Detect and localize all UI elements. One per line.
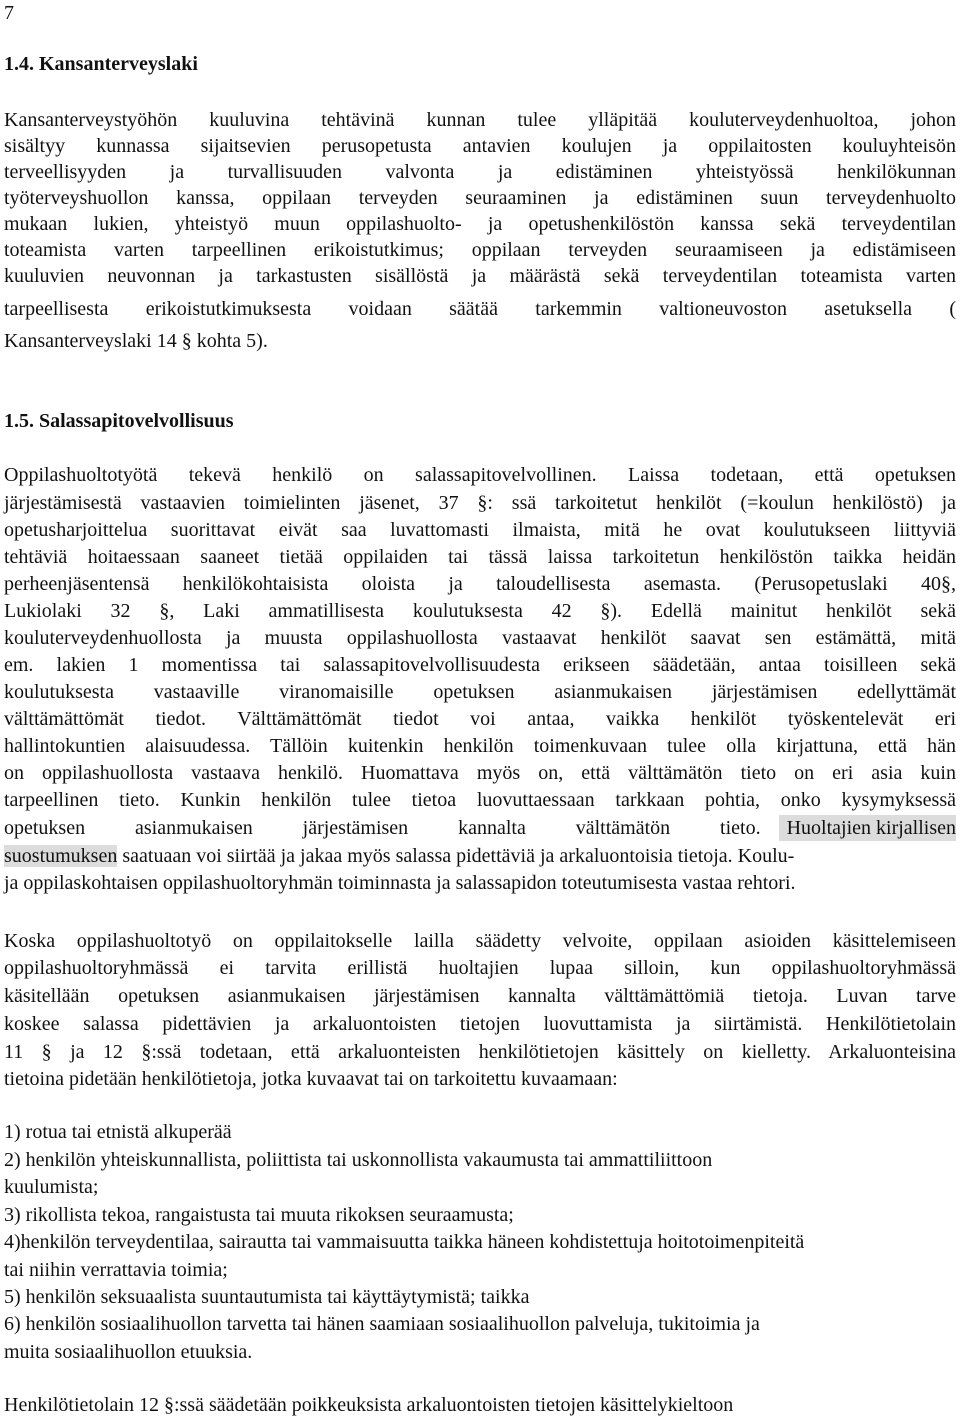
text-line: sisältyy kunnassa sijaitsevien perusopetusta antavien koulujen ja oppilaitosten kouluyhteisön [4, 135, 956, 157]
text-line: Henkilötietolain 12 §:ssä säädetään poikkeuksista arkaluontoisten tietojen käsittelykieltoon [4, 1394, 734, 1416]
text-line: perheenjäsentensä henkilökohtaisista oloista ja taloudellisesta asemasta. (Perusopetuslaki 40§, [4, 573, 956, 595]
text-line-highlight [4, 815, 956, 841]
text-line: tarpeellisesta erikoistutkimuksesta voidaan säätää tarkemmin valtioneuvoston asetuksella ( [4, 298, 956, 320]
list-item: tai niihin verrattavia toimia; [4, 1259, 228, 1281]
highlighted-text: Huoltajien kirjallisen [779, 815, 956, 841]
text-line: tehtäviä hoitaessaan saaneet tietää oppilaiden tai tässä laissa tarkoitetun henkilöstön taikka heidän [4, 546, 956, 568]
text-segment: saatuaan voi siirtää ja jakaa myös salassa pidettäviä ja arkaluontoisia tietoja. Koulu- [117, 845, 795, 867]
list-item: muita sosiaalihuollon etuuksia. [4, 1341, 253, 1363]
text-line: terveellisyyden ja turvallisuuden valvonta ja edistäminen yhteistyössä henkilökunnan [4, 161, 956, 183]
text-line: tarpeellinen tieto. Kunkin henkilön tulee tietoa luovuttaessaan tarkkaan pohtia, onko kysymyksessä [4, 789, 956, 811]
text-line: opetusharjoittelua suorittavat eivät saa luvattomasti ilmaista, mitä he ovat koulutukseen liittyviä [4, 519, 956, 541]
list-item: 2) henkilön yhteiskunnallista, poliittista tai uskonnollista vakaumusta tai ammattiliittoon [4, 1149, 713, 1171]
text-line: Koska oppilashuoltotyö on oppilaitokselle lailla säädetty velvoite, oppilaan asioiden käsittelemiseen [4, 930, 956, 952]
text-line: Oppilashuoltotyötä tekevä henkilö on salassapitovelvollinen. Laissa todetaan, että opetuksen [4, 464, 956, 486]
text-line: koulutuksesta vastaaville viranomaisille opetuksen asianmukaisen järjestämisen edellyttämät [4, 681, 956, 703]
text-line: kouluterveydenhuollosta ja muusta oppilashuollosta vastaavat henkilöt saavat sen estämättä, mitä [4, 627, 956, 649]
text-line-highlight [4, 843, 956, 869]
text-line: käsitellään opetuksen asianmukaisen järjestämisen kannalta välttämättömiä tietoja. Luvan tarve [4, 985, 956, 1007]
highlighted-text: suostumuksen [4, 845, 118, 867]
text-line: ja oppilaskohtaisen oppilashuoltoryhmän toiminnasta ja salassapidon toteutumisesta vastaa rehtori. [4, 872, 796, 894]
text-line: on oppilashuollosta vastaava henkilö. Huomattava myös on, että välttämätön tieto on eri asia kuin [4, 762, 956, 784]
text-line: hallintokuntien alaisuudessa. Tällöin kuitenkin henkilön toimenkuvaan tulee olla kirjattuna, että hän [4, 735, 956, 757]
heading-1-5: 1.5. Salassapitovelvollisuus [4, 410, 234, 432]
text-segment: opetuksen asianmukaisen järjestämisen kannalta välttämätön tieto. [4, 817, 761, 839]
text-line: Kansanterveystyöhön kuuluvina tehtävinä kunnan tulee ylläpitää kouluterveydenhuoltoa, johon [4, 109, 956, 131]
list-item: 4)henkilön terveydentilaa, sairautta tai vammaisuutta taikka häneen kohdistettuja hoitotoimenpiteitä [4, 1231, 805, 1253]
list-item: 5) henkilön seksuaalista suuntautumista tai käyttäytymistä; taikka [4, 1286, 530, 1308]
list-item: kuulumista; [4, 1176, 99, 1198]
text-line: oppilashuoltoryhmässä ei tarvita erillistä huoltajien lupaa silloin, kun oppilashuoltoryhmässä [4, 957, 956, 979]
heading-1-4: 1.4. Kansanterveyslaki [4, 53, 198, 75]
text-line: 11 § ja 12 §:ssä todetaan, että arkaluonteisten henkilötietojen käsittely on kielletty. Arkaluonteisina [4, 1041, 956, 1063]
text-line: toteamista varten tarpeellinen erikoistutkimus; oppilaan terveyden seuraamiseen ja edistämiseen [4, 239, 956, 261]
text-line: koskee salassa pidettävien ja arkaluontoisten tietojen luovuttamista ja siirtämistä. Henkilötietolain [4, 1013, 956, 1035]
text-line: työterveyshuollon kanssa, oppilaan terveyden seuraaminen ja edistäminen suun terveydenhuolto [4, 187, 956, 209]
text-line: kuuluvien neuvonnan ja tarkastusten sisällöstä ja määrästä sekä terveydentilan toteamista varten [4, 265, 956, 287]
page-number: 7 [4, 2, 14, 24]
text-line: em. lakien 1 momentissa tai salassapitovelvollisuudesta erikseen säädetään, antaa toisilleen sekä [4, 654, 956, 676]
text-line: tietoina pidetään henkilötietoja, jotka kuvaavat tai on tarkoitettu kuvaamaan: [4, 1068, 618, 1090]
list-item: 3) rikollista tekoa, rangaistusta tai muuta rikoksen seuraamusta; [4, 1204, 514, 1226]
text-line: järjestämisestä vastaavien toimielinten jäsenet, 37 §: ssä tarkoitetut henkilöt (=koulun henkilöstö) ja [4, 492, 956, 514]
list-item: 1) rotua tai etnistä alkuperää [4, 1121, 232, 1143]
text-line: Lukiolaki 32 §, Laki ammatillisesta koulutuksesta 42 §). Edellä mainitut henkilöt sekä [4, 600, 956, 622]
text-line: mukaan lukien, yhteistyö muun oppilashuolto- ja opetushenkilöstön kanssa sekä terveydentilan [4, 213, 956, 235]
list-item: 6) henkilön sosiaalihuollon tarvetta tai hänen saamiaan sosiaalihuollon palveluja, tukitoimia ja [4, 1313, 760, 1335]
text-line: Kansanterveyslaki 14 § kohta 5). [4, 330, 268, 352]
text-line: välttämättömät tiedot. Välttämättömät tiedot voi antaa, vaikka henkilöt työskentelevät eri [4, 708, 956, 730]
